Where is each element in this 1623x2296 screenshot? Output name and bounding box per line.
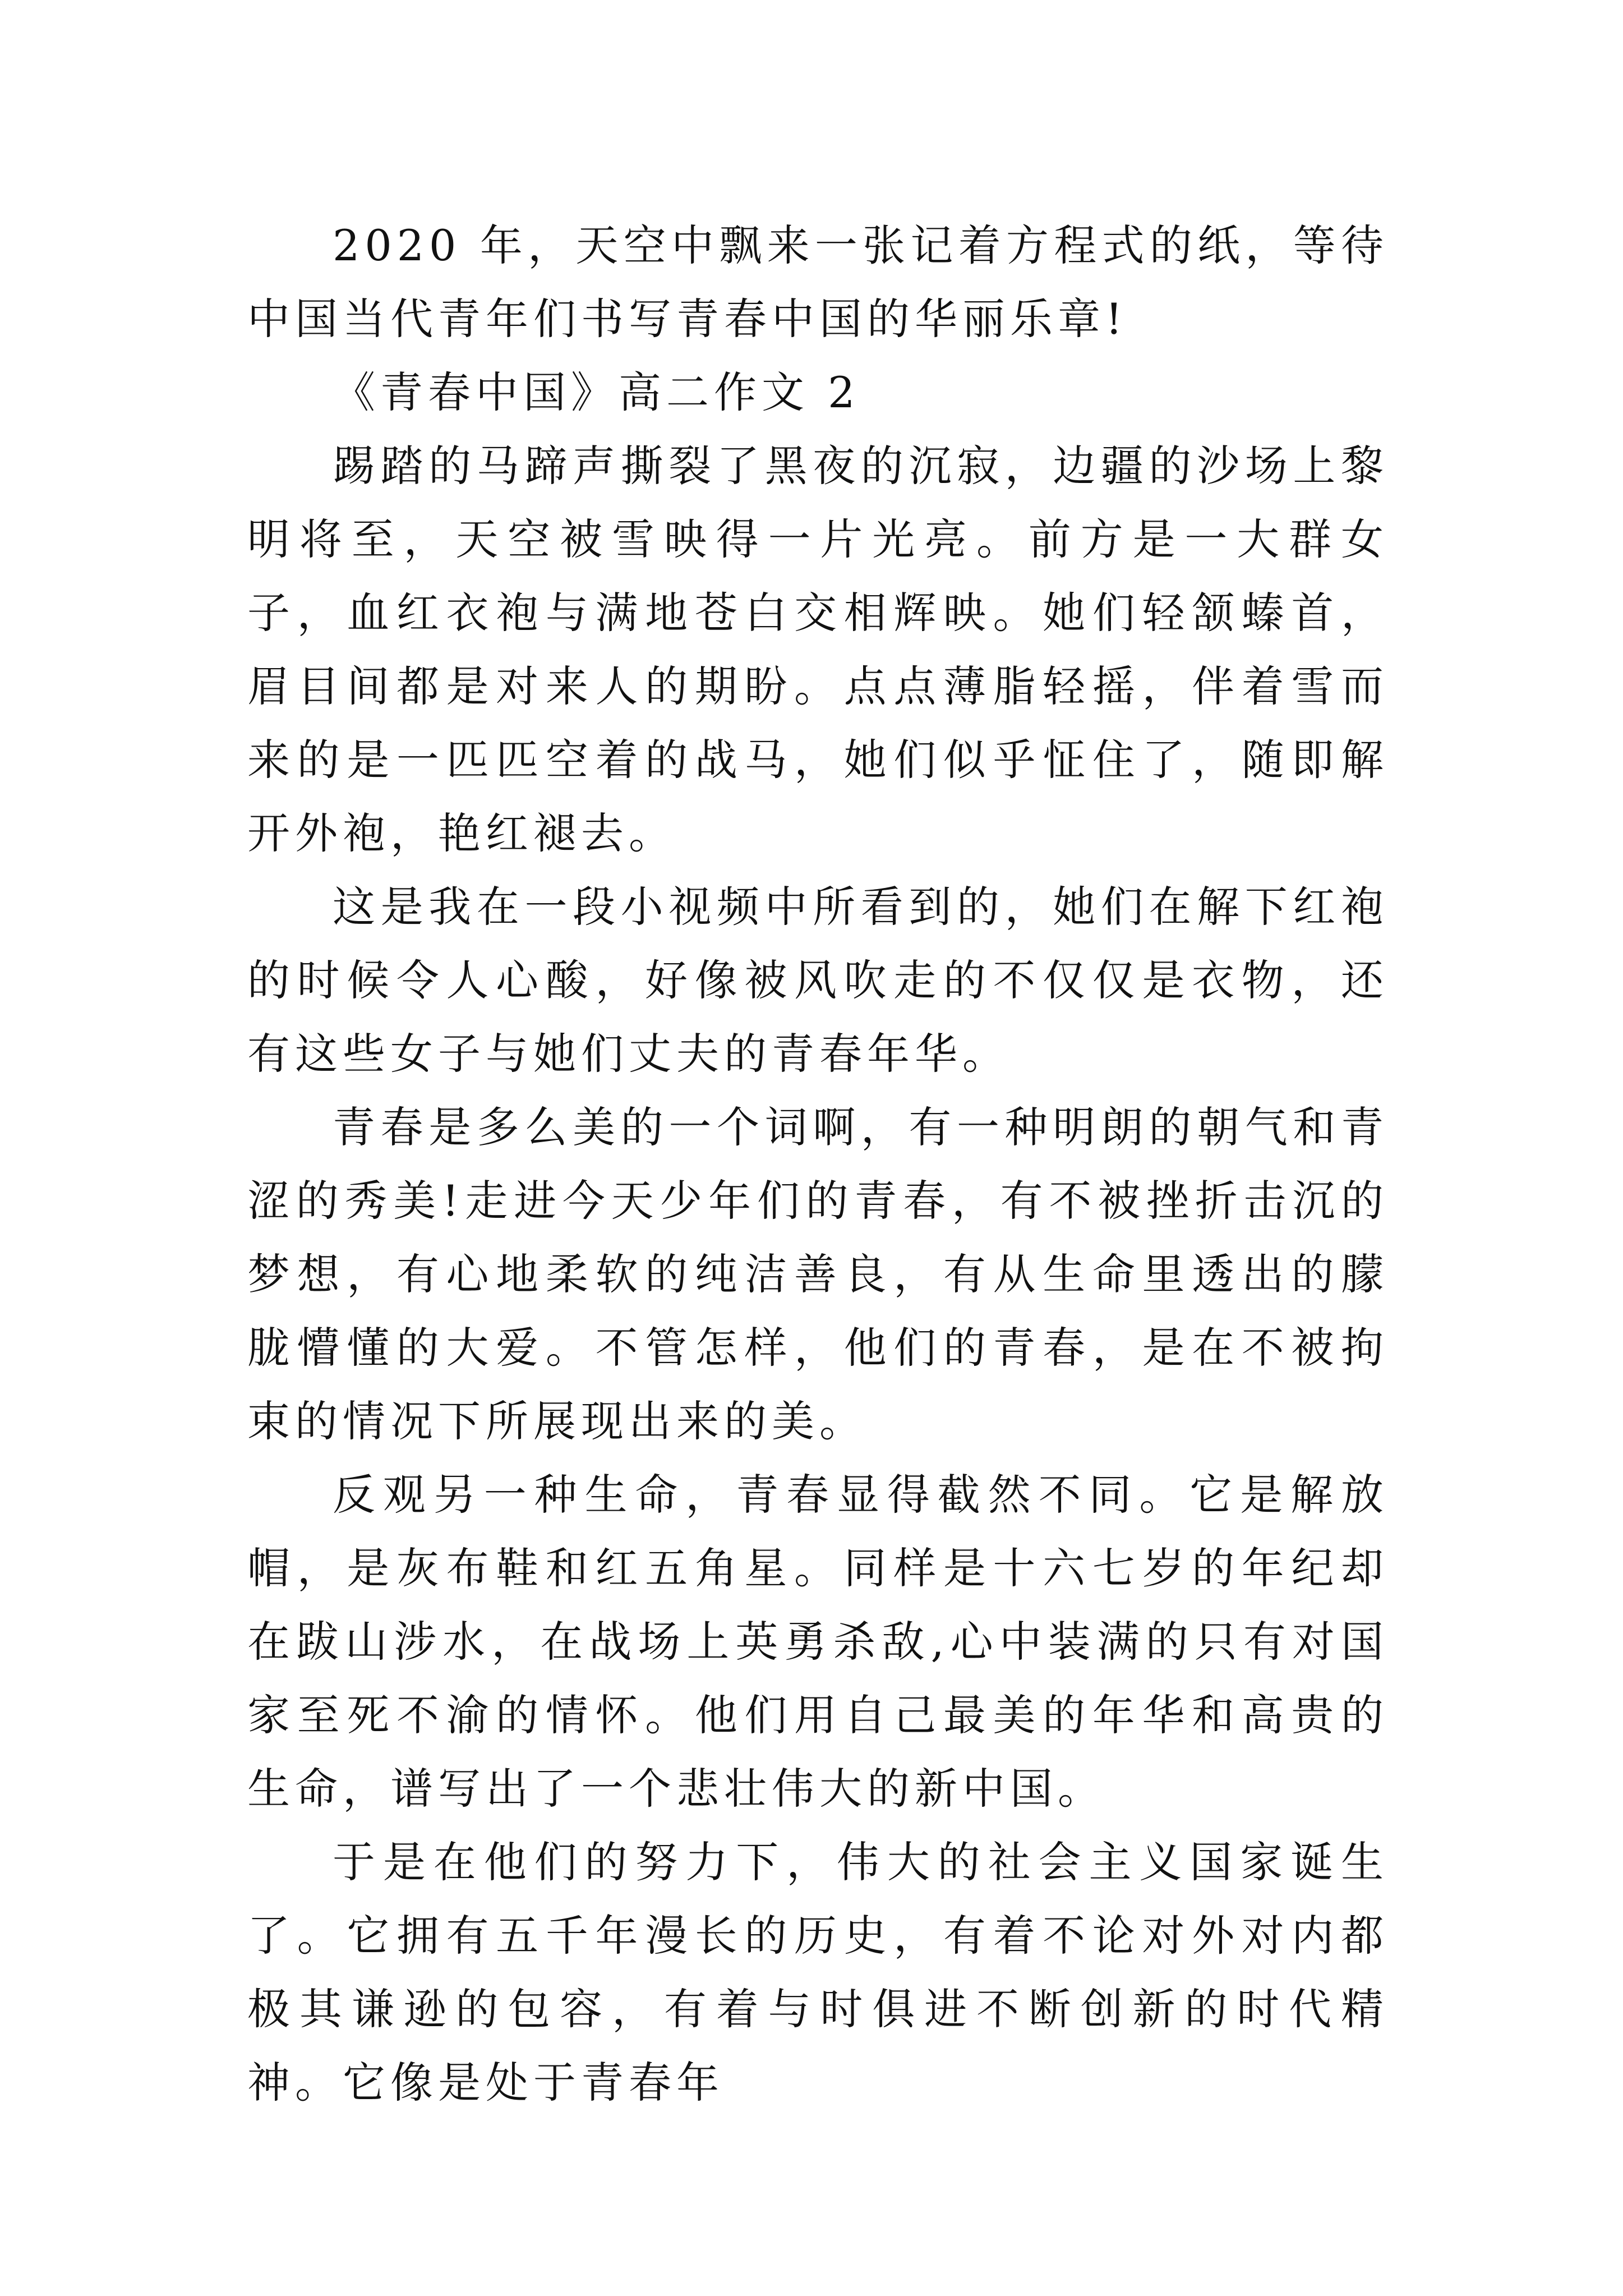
- paragraph-another-life: 反观另一种生命，青春显得截然不同。它是解放帽，是灰布鞋和红五角星。同样是十六七岁的年纪却在跋山涉水，在战场上英勇杀敌,心中装满的只有对国家至死不渝的情怀。他们用自己最美的年华和高贵的生命，谱写出了一个悲壮伟大的新中国。: [247, 1470, 1389, 1814]
- essay-subtitle: 《青春中国》高二作文 2: [333, 367, 860, 417]
- paragraph-horse-hooves: 踢踏的马蹄声撕裂了黑夜的沉寂，边疆的沙场上黎明将至，天空被雪映得一片光亮。前方是一大群女子，血红衣袍与满地苍白交相辉映。她们轻颔螓首，眉目间都是对来人的期盼。点点薄脂轻摇，伴着雪而来的是一匹匹空着的战马，她们似乎怔住了，随即解开外袍，艳红褪去。: [247, 441, 1389, 858]
- document-body: [247, 209, 1389, 2119]
- paragraph-intro-ending: 2020 年，天空中飘来一张记着方程式的纸，等待中国当代青年们书写青春中国的华丽乐章!: [247, 220, 1389, 344]
- paragraph-youth-beauty: 青春是多么美的一个词啊，有一种明朗的朝气和青涩的秀美!走进今天少年们的青春，有不被挫折击沉的梦想，有心地柔软的纯洁善良，有从生命里透出的朦胧懵懂的大爱。不管怎样，他们的青春，是在不被拘束的情况下所展现出来的美。: [247, 1102, 1389, 1446]
- paragraph-socialist-nation: 于是在他们的努力下，伟大的社会主义国家诞生了。它拥有五千年漫长的历史，有着不论对外对内都极其谦逊的包容，有着与时俱进不断创新的时代精神。它像是处于青春年: [247, 1837, 1389, 2108]
- paragraph-video: 这是我在一段小视频中所看到的，她们在解下红袍的时候令人心酸，好像被风吹走的不仅仅是衣物，还有这些女子与她们丈夫的青春年华。: [247, 882, 1389, 1079]
